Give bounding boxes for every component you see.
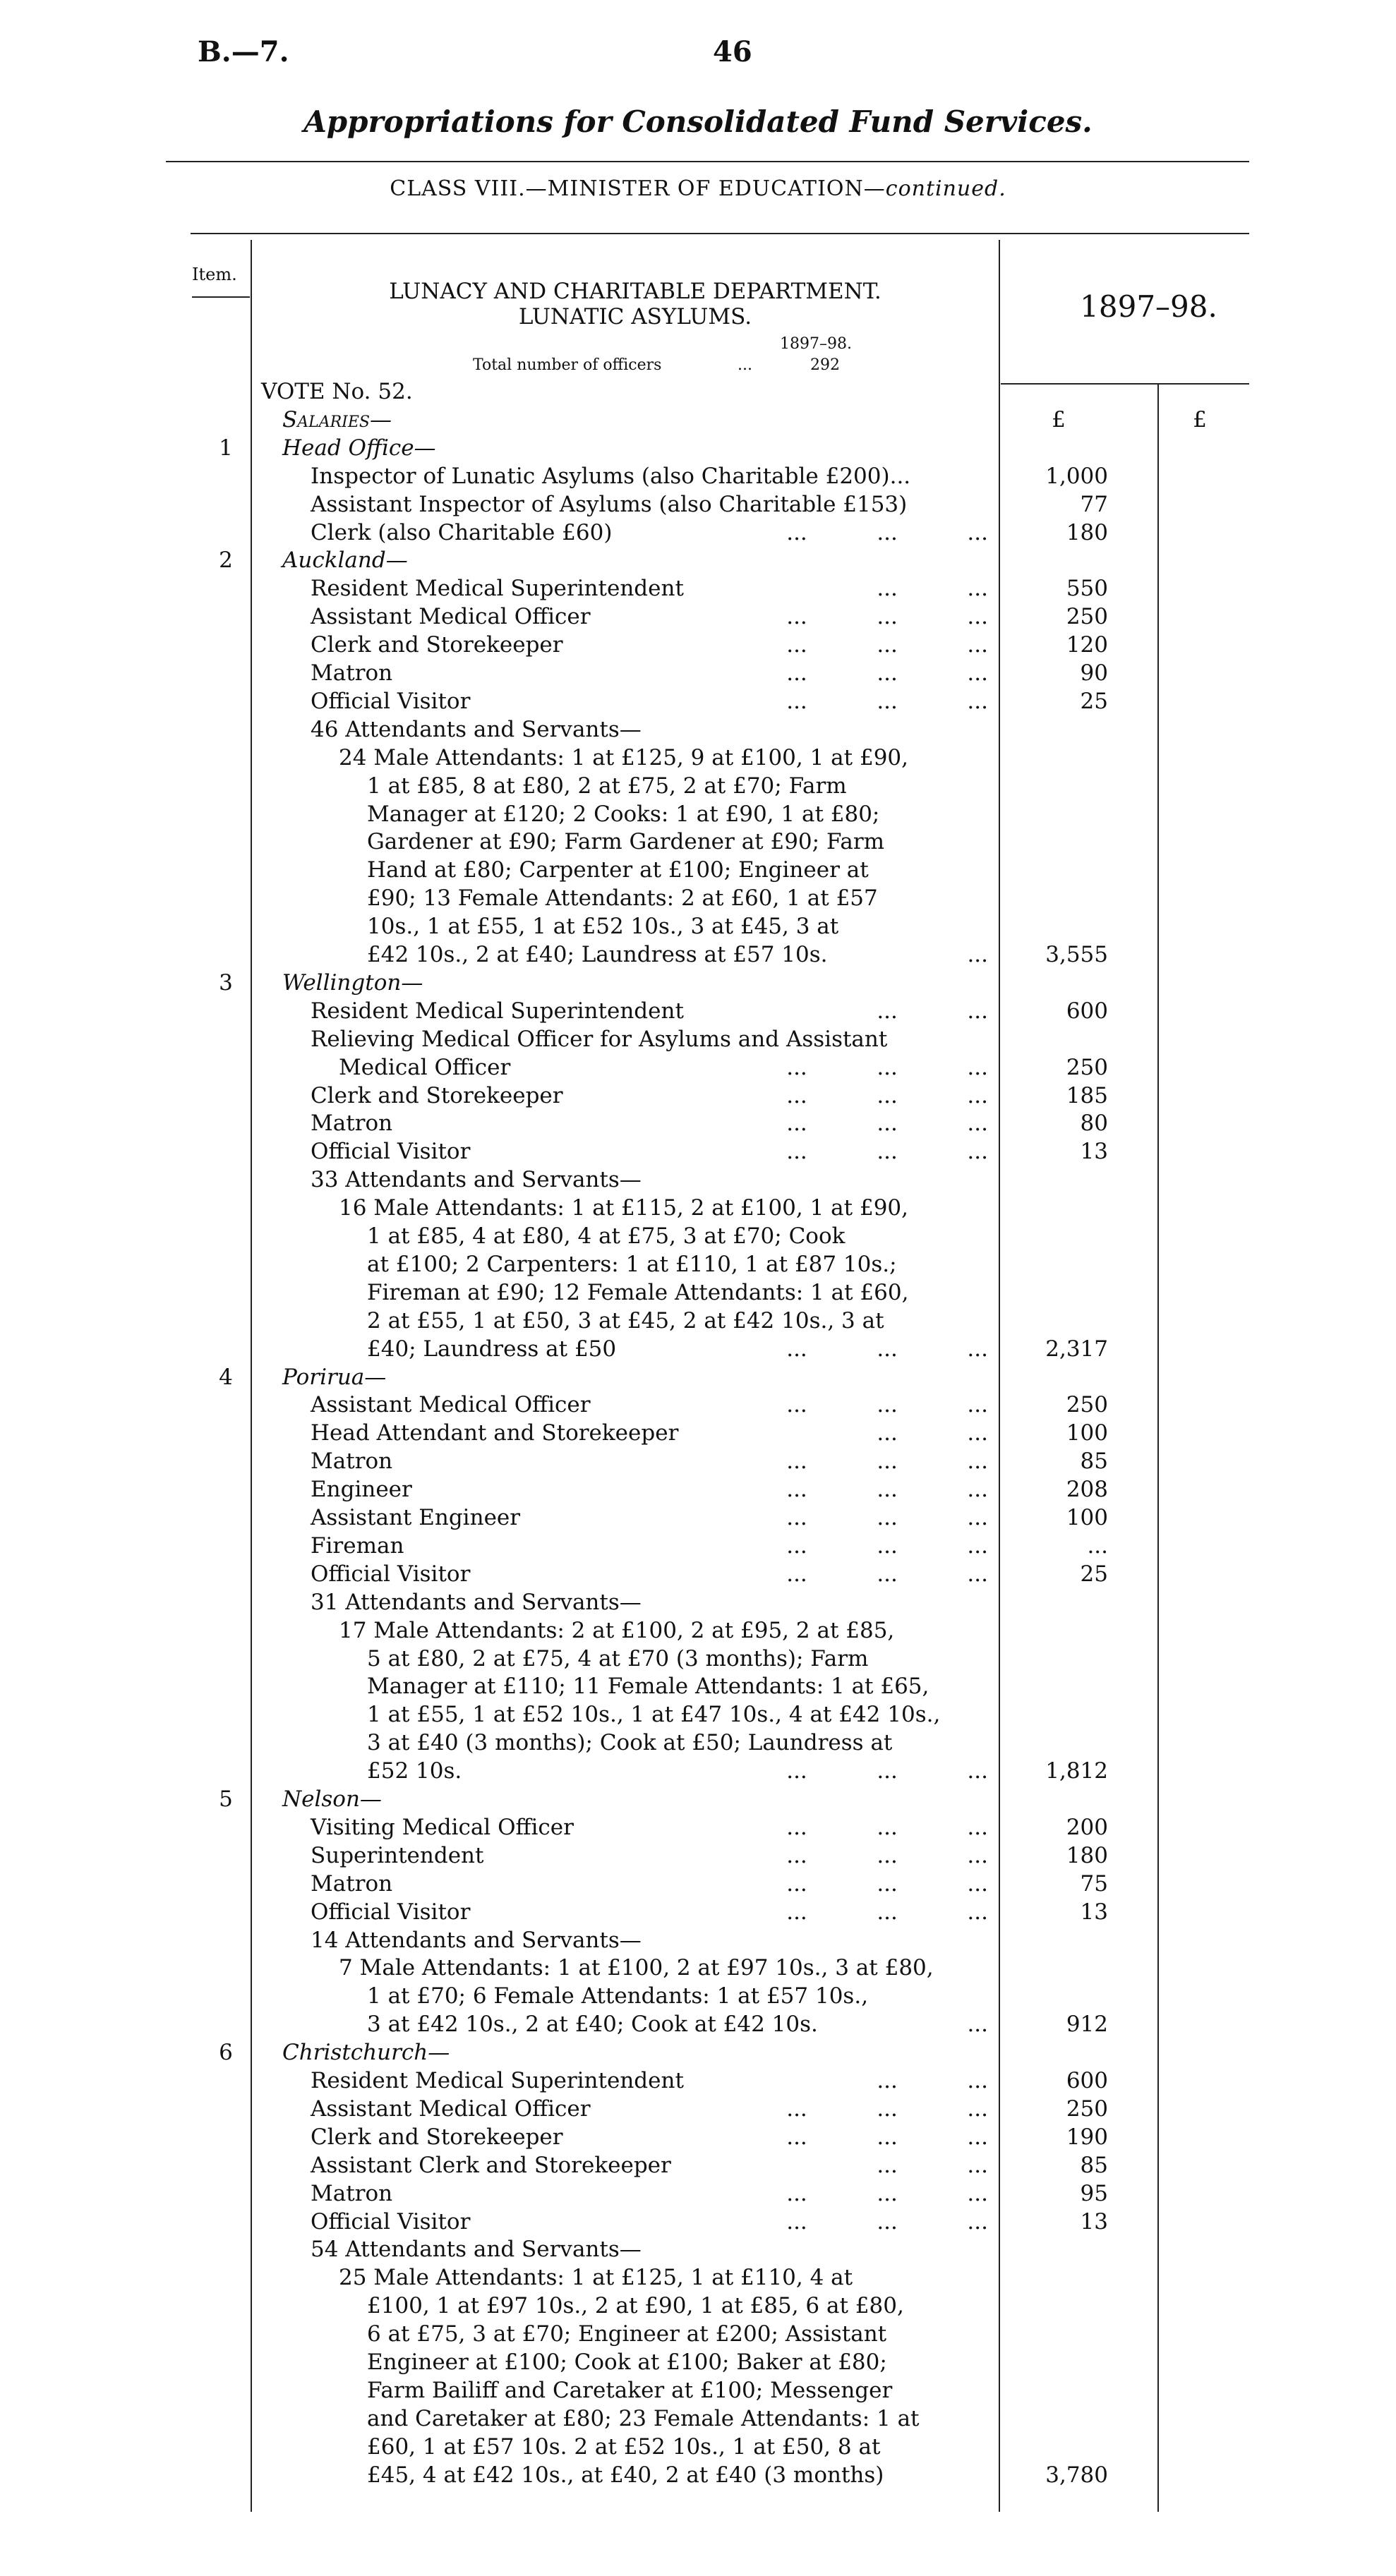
amount-value: 75 [1080,1870,1108,1897]
table-row [0,1053,1396,1082]
leader-dots: ... ... ... [786,1082,988,1108]
table-row [0,1109,1396,1137]
table-row [0,631,1396,659]
amount-value: 25 [1080,1561,1108,1587]
row-description: £60, 1 at £57 10s. 2 at £52 10s., 1 at £50, 8 at [367,2433,881,2460]
row-description: Clerk and Storekeeper [311,2124,563,2150]
row-description: Assistant Medical Officer [311,2096,591,2122]
table-row [0,490,1396,519]
row-description: 3 at £42 10s., 2 at £40; Cook at £42 10s. [367,2012,818,2038]
table-row [0,1250,1396,1278]
class-heading-text: CLASS VIII.—MINISTER OF EDUCATION— [390,176,886,201]
table-row [0,772,1396,800]
table-row [0,1616,1396,1645]
row-description: Head Office— [282,435,436,461]
table-row [0,856,1396,884]
officers-count: 292 [810,356,840,374]
amount-value: 85 [1080,1449,1108,1475]
row-description: Manager at £120; 2 Cooks: 1 at £90, 1 at £80; [367,801,880,827]
amount-value: 13 [1080,1899,1108,1925]
amount-value: 250 [1066,2096,1108,2122]
table-row [0,1391,1396,1419]
amount-value: 1,812 [1045,1758,1108,1784]
table-row [0,1447,1396,1475]
table-row [0,1645,1396,1673]
row-description: Clerk and Storekeeper [311,632,563,658]
amount-value: 180 [1066,1842,1108,1868]
amount-value: 550 [1066,576,1108,602]
row-description: Christchurch— [282,2040,450,2066]
row-description: 5 at £80, 2 at £75, 4 at £70 (3 months); Farm [367,1645,869,1671]
department-heading [254,279,1016,329]
page-title: Appropriations for Consolidated Fund Services. [303,104,1093,139]
row-description: Official Visitor [311,1899,471,1925]
amount-value: 190 [1066,2124,1108,2150]
table-row [0,1672,1396,1700]
row-description: Medical Officer [339,1054,511,1080]
row-description: 1 at £85, 8 at £80, 2 at £75, 2 at £70; Farm [367,773,847,799]
table-row [0,2208,1396,2236]
leader-dots: ... [967,2012,988,2038]
leader-dots: ... ... ... [786,1139,988,1165]
officers-year: 1897–98. [780,335,852,353]
leader-dots: ... ... [877,2152,988,2178]
table-row [0,744,1396,772]
amount-value: ... [1087,1532,1108,1559]
amount-value: 25 [1080,688,1108,714]
table-row [0,687,1396,715]
amount-value: 13 [1080,2208,1108,2235]
leader-dots: ... ... ... [786,2096,988,2122]
item-number: 6 [219,2040,233,2066]
table-row [0,1898,1396,1926]
row-description: Matron [311,1111,393,1137]
total-value: £ [1193,406,1207,433]
top-rule [166,161,1249,162]
table-row [0,2292,1396,2320]
table-row [0,1335,1396,1363]
table-row [0,969,1396,997]
leader-dots: ... ... ... [786,688,988,714]
table-top-rule [191,233,1249,234]
row-description: 24 Male Attendants: 1 at £125, 9 at £100, 1 at £90, [339,744,908,770]
row-description: Official Visitor [311,688,471,714]
row-description: Assistant Medical Officer [311,604,591,630]
table-row [0,574,1396,603]
amount-value: 250 [1066,1392,1108,1418]
row-description: Auckland— [282,548,408,574]
row-description: Salaries— [282,406,392,433]
table-row [0,2461,1396,2489]
leader-dots: ... ... ... [786,1561,988,1587]
amount-value: 600 [1066,998,1108,1024]
row-description: 31 Attendants and Servants— [311,1589,642,1615]
table-row [0,1166,1396,1194]
leader-dots: ... ... ... [786,1477,988,1503]
amount-value: 100 [1066,1505,1108,1530]
row-description: Head Attendant and Storekeeper [311,1420,679,1446]
row-description: Engineer [311,1477,412,1503]
leader-dots: ... ... ... [786,1814,988,1840]
table-row [0,1729,1396,1757]
leader-dots: ... ... ... [786,1111,988,1137]
row-description: Wellington— [282,969,423,996]
table-row [0,1222,1396,1250]
row-description: 1 at £85, 4 at £80, 4 at £75, 3 at £70; Cook [367,1223,846,1249]
amount-value: 3,780 [1045,2462,1108,2488]
table-row [0,828,1396,856]
row-description: Clerk and Storekeeper [311,1082,563,1108]
leader-dots: ... ... [877,2068,988,2093]
leader-dots: ... ... [877,998,988,1024]
row-description: Assistant Clerk and Storekeeper [311,2152,671,2178]
row-description: 1 at £55, 1 at £52 10s., 1 at £47 10s., 4 at £42 10s., [367,1702,941,1728]
row-description: Matron [311,1449,393,1475]
table-row [0,1813,1396,1842]
leader-dots: ... ... ... [786,1392,988,1418]
row-description: Fireman [311,1532,404,1559]
table-row [0,1419,1396,1447]
amount-value: 100 [1066,1420,1108,1446]
leader-dots: ... ... ... [786,1449,988,1475]
row-description: Relieving Medical Officer for Asylums and Assistant [311,1026,888,1052]
table-row [0,1785,1396,1813]
row-description: 17 Male Attendants: 2 at £100, 2 at £95, 2 at £85, [339,1617,895,1643]
officers-dots: ... [738,356,752,374]
table-row [0,2179,1396,2208]
table-row [0,2320,1396,2348]
table-row [0,715,1396,744]
table-row [0,1278,1396,1307]
row-description: VOTE No. 52. [261,379,413,404]
table-row [0,997,1396,1025]
row-description: 10s., 1 at £55, 1 at £52 10s., 3 at £45, 3 at [367,914,839,940]
amount-value: 120 [1066,632,1108,658]
leader-dots: ... ... ... [786,1336,988,1362]
table-row [0,1870,1396,1898]
item-number: 5 [219,1786,233,1812]
table-row [0,2405,1396,2433]
table-row [0,1842,1396,1870]
amount-value: 85 [1080,2152,1108,2178]
row-description: £100, 1 at £97 10s., 2 at £90, 1 at £85, 6 at £80, [367,2293,904,2319]
table-row [0,2067,1396,2095]
row-description: Official Visitor [311,1561,471,1587]
item-number: 3 [219,969,233,996]
leader-dots: ... ... ... [786,2124,988,2150]
row-description: Assistant Inspector of Asylums (also Charitable £153) [311,491,908,517]
table-row [0,2235,1396,2263]
amount-value: 95 [1080,2180,1108,2206]
row-description: Gardener at £90; Farm Gardener at £90; Farm [367,829,885,855]
row-description: Superintendent [311,1842,484,1868]
amount-value: 208 [1066,1477,1108,1503]
row-description: and Caretaker at £80; 23 Female Attendants: 1 at [367,2405,920,2431]
class-heading [0,176,1396,201]
table-row [0,1475,1396,1504]
row-description: Assistant Engineer [311,1505,521,1530]
row-description: 1 at £70; 6 Female Attendants: 1 at £57 10s., [367,1983,869,2009]
leader-dots: ... ... ... [786,1899,988,1925]
table-row [0,2151,1396,2179]
amount-value: 80 [1080,1111,1108,1137]
table-row [0,1025,1396,1053]
row-description: 46 Attendants and Servants— [311,716,642,742]
amount-value: 2,317 [1045,1336,1108,1362]
table-row [0,912,1396,941]
row-description: 16 Male Attendants: 1 at £115, 2 at £100, 1 at £90, [339,1195,908,1221]
table-row [0,1307,1396,1335]
table-row [0,1504,1396,1532]
row-description: 7 Male Attendants: 1 at £100, 2 at £97 10s., 3 at £80, [339,1955,934,1981]
table-row [0,2433,1396,2461]
table-row [0,2095,1396,2123]
amount-value: 185 [1066,1082,1108,1108]
row-description: £40; Laundress at £50 [367,1336,617,1362]
amount-value: 200 [1066,1814,1108,1840]
table-row [0,1194,1396,1222]
row-description: Visiting Medical Officer [311,1814,574,1840]
department-subtitle: LUNATIC ASYLUMS. [518,304,752,329]
leader-dots: ... ... ... [786,604,988,630]
row-description: Assistant Medical Officer [311,1392,591,1418]
leader-dots: ... ... ... [786,1532,988,1559]
row-description: £42 10s., 2 at £40; Laundress at £57 10s. [367,942,828,967]
leader-dots: ... ... ... [786,1505,988,1530]
row-description: £52 10s. [367,1758,462,1784]
row-description: Engineer at £100; Cook at £100; Baker at £80; [367,2350,887,2375]
row-description: 54 Attendants and Servants— [311,2237,642,2263]
table-row [0,1082,1396,1110]
leader-dots: ... ... ... [786,1842,988,1868]
amount-value: 1,000 [1045,463,1108,489]
table-row [0,519,1396,547]
table-row [0,1137,1396,1166]
table-row [0,434,1396,462]
table-row [0,2038,1396,2067]
row-description: 2 at £55, 1 at £50, 3 at £45, 2 at £42 10s., 3 at [367,1307,884,1334]
table-row [0,800,1396,828]
leader-dots: ... ... [877,576,988,602]
leader-dots: ... ... ... [786,1758,988,1784]
row-description: Resident Medical Superintendent [311,998,684,1024]
table-row [0,2376,1396,2405]
table-row [0,884,1396,912]
year-column-header: 1897–98. [1080,289,1217,324]
leader-dots: ... ... ... [786,2180,988,2206]
department-name: LUNACY AND CHARITABLE DEPARTMENT. [389,279,881,304]
row-description: Official Visitor [311,1139,471,1165]
row-description: 6 at £75, 3 at £70; Engineer at £200; Assistant [367,2321,887,2347]
row-description: Resident Medical Superintendent [311,2068,684,2093]
table-row [0,377,1396,406]
table-row [0,659,1396,687]
amount-value: 77 [1080,491,1108,517]
row-description: 3 at £40 (3 months); Cook at £50; Laundress at [367,1730,893,1756]
item-header-underline [192,296,250,298]
table-row [0,2123,1396,2151]
item-number: 2 [219,548,233,574]
row-description: Clerk (also Charitable £60) [311,519,613,545]
table-row [0,941,1396,969]
officers-label: Total number of officers [473,356,662,374]
table-row [0,1363,1396,1391]
item-number: 4 [219,1364,233,1390]
row-description: £45, 4 at £42 10s., at £40, 2 at £40 (3 months) [367,2462,884,2488]
amount-value: 3,555 [1045,942,1108,967]
leader-dots: ... ... [877,1420,988,1446]
amount-value: £ [1052,406,1066,433]
item-number: 1 [219,435,233,461]
row-description: Farm Bailiff and Caretaker at £100; Messenger [367,2377,893,2403]
table-row [0,1532,1396,1560]
table-row [0,1926,1396,1954]
row-description: Hand at £80; Carpenter at £100; Engineer at [367,857,869,883]
class-heading-continued: continued. [885,176,1006,201]
leader-dots: ... ... ... [786,632,988,658]
leader-dots: ... ... ... [786,660,988,686]
leader-dots: ... ... ... [786,2208,988,2235]
table-row [0,1982,1396,2010]
leader-dots: ... ... ... [786,519,988,545]
table-row [0,1560,1396,1588]
amount-value: 912 [1066,2012,1108,2038]
row-description: Inspector of Lunatic Asylums (also Charitable £200)... [311,463,911,489]
row-description: Fireman at £90; 12 Female Attendants: 1 at £60, [367,1279,909,1305]
table-row [0,462,1396,490]
leader-dots: ... ... ... [786,1870,988,1897]
table-row [0,2348,1396,2376]
page-number: 46 [713,35,752,68]
row-description: 25 Male Attendants: 1 at £125, 1 at £110, 4 at [339,2265,853,2291]
table-row [0,1954,1396,1982]
row-description: Nelson— [282,1786,382,1812]
amount-value: 600 [1066,2068,1108,2093]
row-description: Matron [311,1870,393,1897]
row-description: Matron [311,660,393,686]
row-description: Manager at £110; 11 Female Attendants: 1 at £65, [367,1674,929,1700]
amount-value: 90 [1080,660,1108,686]
amount-value: 180 [1066,519,1108,545]
amount-value: 250 [1066,1054,1108,1080]
amount-value: 250 [1066,604,1108,630]
table-row [0,1588,1396,1616]
table-row [0,2010,1396,2038]
document-reference: B.—7. [198,35,289,68]
table-row [0,2263,1396,2292]
table-row [0,546,1396,574]
row-description: at £100; 2 Carpenters: 1 at £110, 1 at £87 10s.; [367,1251,897,1277]
table-row [0,1700,1396,1729]
row-description: 14 Attendants and Servants— [311,1927,642,1953]
leader-dots: ... [967,942,988,967]
item-column-header: Item. [192,265,237,284]
table-row [0,406,1396,434]
row-description: Official Visitor [311,2208,471,2235]
amount-value: 13 [1080,1139,1108,1165]
leader-dots: ... ... ... [786,1054,988,1080]
row-description: Matron [311,2180,393,2206]
row-description: 33 Attendants and Servants— [311,1167,642,1193]
table-row [0,1757,1396,1785]
row-description: £90; 13 Female Attendants: 2 at £60, 1 at £57 [367,885,878,912]
table-row [0,603,1396,631]
row-description: Resident Medical Superintendent [311,576,684,602]
row-description: Porirua— [282,1364,387,1390]
